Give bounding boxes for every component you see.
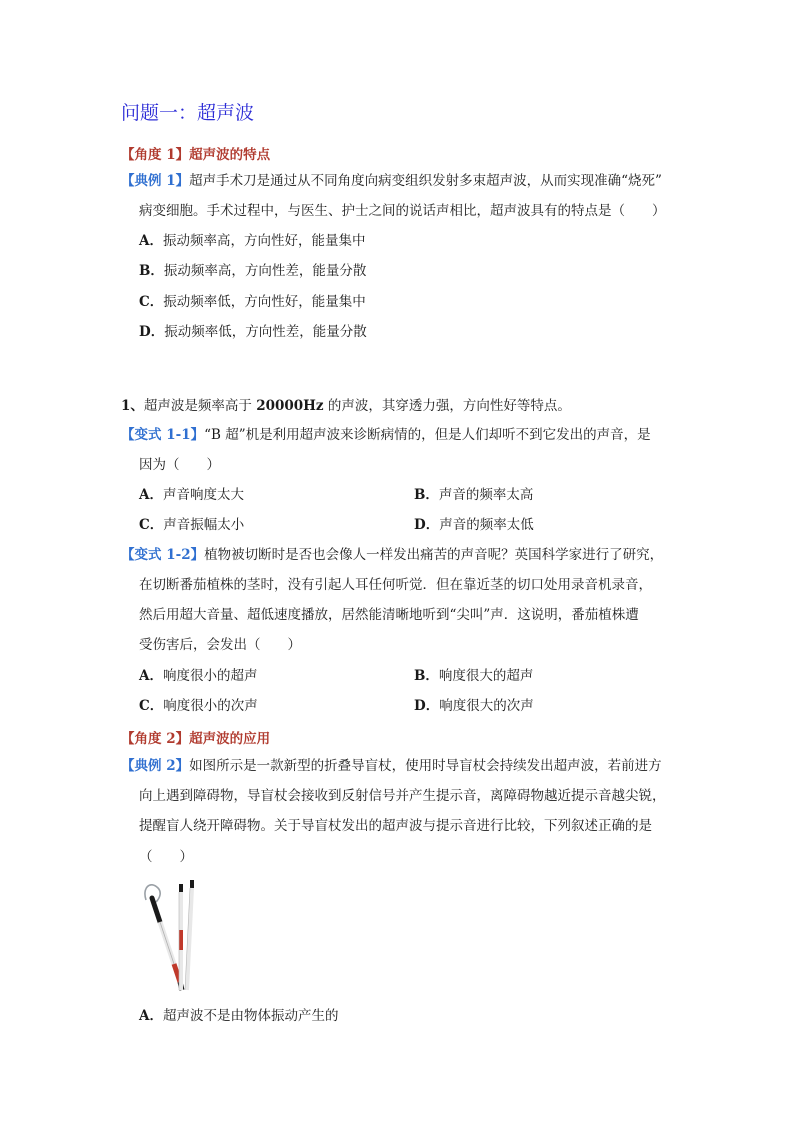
example-2-line-1: 【典例 2】如图所示是一款新型的折叠导盲杖，使用时导盲杖会持续发出超声波，若前进方: [121, 758, 662, 774]
variant-1-2-line-4: 受伤害后，会发出（ ）: [139, 637, 301, 653]
angle-2-label: 【角度 2】: [121, 731, 190, 747]
variant-1-1-option-a: A．声音响度太大: [139, 487, 244, 503]
variant-1-2-line-2: 在切断番茄植株的茎时，没有引起人耳任何听觉．但在靠近茎的切口处用录音机录音，: [139, 577, 652, 593]
variant-1-1-line-1: 【变式 1-1】“B 超”机是利用超声波来诊断病情的，但是人们却听不到它发出的声音，是: [121, 427, 651, 443]
angle-1-title: 超声波的特点: [189, 147, 271, 163]
variant-1-2-option-a: A．响度很小的超声: [139, 668, 258, 684]
variant-1-1-option-b: B．声音的频率太高: [414, 487, 534, 503]
angle-2-heading: [121, 727, 270, 747]
example-2-line-3: 提醒盲人绕开障碍物。关于导盲杖发出的超声波与提示音进行比较，下列叙述正确的是: [139, 818, 652, 834]
variant-1-2-option-c: C．响度很小的次声: [139, 698, 258, 714]
folding-cane-image: [140, 878, 210, 994]
variant-1-1-tag: 【变式 1-1】: [121, 427, 205, 443]
note-1: 1、超声波是频率高于 20000Hz 的声波，其穿透力强，方向性好等特点。: [121, 398, 571, 414]
variant-1-1-option-c: C．声音振幅太小: [139, 517, 245, 533]
variant-1-1-option-d: D．声音的频率太低: [414, 517, 534, 533]
angle-1-label: 【角度 1】: [121, 147, 190, 163]
variant-1-2-line-3: 然后用超大音量、超低速度播放，居然能清晰地听到“尖叫”声．这说明，番茄植株遭: [139, 607, 639, 623]
example-1-option-a: A．振动频率高，方向性好，能量集中: [139, 233, 366, 249]
variant-1-2-line-1: 【变式 1-2】植物被切断时是否也会像人一样发出痛苦的声音呢？英国科学家进行了研究，: [121, 547, 664, 563]
section-title: 问题一：超声波: [121, 102, 255, 124]
example-1-option-d: D．振动频率低，方向性差，能量分散: [139, 324, 367, 340]
example-1-tag: 【典例 1】: [121, 173, 190, 189]
example-1-option-c: C．振动频率低，方向性好，能量集中: [139, 294, 366, 310]
variant-1-2-tag: 【变式 1-2】: [121, 547, 205, 563]
angle-2-title: 超声波的应用: [189, 731, 271, 747]
example-2-tag: 【典例 2】: [121, 758, 190, 774]
variant-1-2-option-d: D．响度很大的次声: [414, 698, 534, 714]
example-1-option-b: B．振动频率高，方向性差，能量分散: [139, 263, 367, 279]
example-2-line-2: 向上遇到障碍物，导盲杖会接收到反射信号并产生提示音，离障碍物越近提示音越尖锐，: [139, 788, 666, 804]
angle-1-heading: [121, 143, 270, 163]
variant-1-1-line-2: 因为（ ）: [139, 457, 220, 473]
variant-1-2-option-b: B．响度很大的超声: [414, 668, 534, 684]
example-1-line-1: 【典例 1】超声手术刀是通过从不同角度向病变组织发射多束超声波，从而实现准确“烧死”: [121, 173, 662, 189]
example-2-line-4: （ ）: [139, 849, 193, 865]
example-1-line-2: 病变细胞。手术过程中，与医生、护士之间的说话声相比，超声波具有的特点是（ ）: [139, 203, 666, 219]
example-2-option-a: A．超声波不是由物体振动产生的: [139, 1008, 339, 1024]
